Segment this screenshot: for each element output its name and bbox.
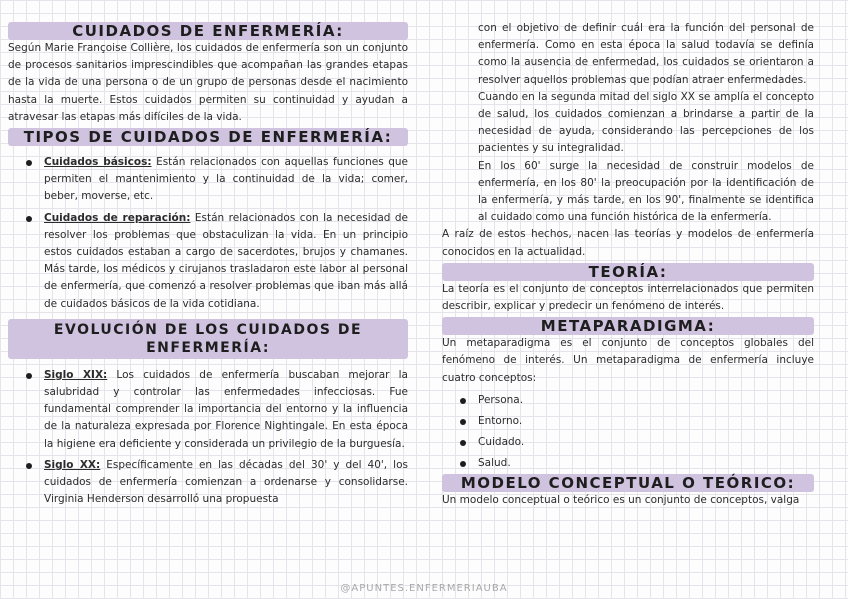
siglos-list — [8, 367, 408, 509]
list-item — [44, 367, 408, 453]
continuation-paragraph-1: con el objetivo de definir cuál era la función del personal de enfermería. Como en esta época la salud todavía se definía como la ausencia de enfermedad, los cuidados se orientaron a resolver aquellos problemas que podían atraer enfermedades. — [478, 22, 814, 86]
continuation-paragraph-2: Cuando en la segunda mitad del siglo XX se amplía el concepto de salud, los cuidados comienzan a brindarse a partir de la necesidad de ayuda, considerando las percepciones de los pacientes y su integralidad. — [478, 90, 814, 155]
term-label: Cuidados básicos: — [44, 156, 152, 169]
list-item: Cuidado. — [478, 432, 814, 453]
intro-paragraph: Según Marie Françoise Collière, los cuidados de enfermería son un conjunto de procesos sanitarios imprescindibles que acompañan las grandes etapas de la vida de una persona o de un grupo de personas desde el nacimiento hasta la muerte. Estos cuidados permiten su continuidad y ayudan a atravesar las etapas más difíciles de la vida. — [8, 42, 408, 123]
modelo-paragraph: Un modelo conceptual o teórico es un conjunto de conceptos, valga — [442, 493, 800, 506]
bullet-icon — [26, 463, 32, 469]
term-text: Están relacionados con la necesidad de resolver los problemas que obstaculizan la vida. En un principio estos cuidados estaban a cargo de sacerdotes, brujos y chamanes. Más tarde, los médicos y cirujanos trasladaron este labor al personal de enfermería, que comenzó a resolver problemas que iban más allá de cuidados básicos de la vida cotidiana. — [44, 211, 409, 310]
right-column — [442, 20, 814, 509]
bullet-icon — [26, 216, 32, 222]
bullet-icon — [460, 461, 466, 467]
bullet-icon — [460, 419, 466, 425]
term-text: Los cuidados de enfermería buscaban mejorar la salubridad y controlar las enfermedades infecciosas. Fue fundamental comprender la importancia del entorno y la influencia de la naturaleza expresada por Florence Nightingale. En esta época la higiene era deficiente y considerada un privilegio de la burguesía. — [44, 368, 408, 450]
bullet-icon — [460, 398, 466, 404]
list-item — [44, 210, 408, 313]
raiz-paragraph: A raíz de estos hechos, nacen las teorías y modelos de enfermería conocidos en la actualidad. — [442, 228, 814, 258]
bullet-icon — [460, 440, 466, 446]
heading-metaparadigma: METAPARADIGMA: — [442, 317, 814, 335]
term-text: Están relacionados con aquellas funciones que permiten el mantenimiento y la continuidad de la vida; comer, beber, moverse, etc. — [44, 156, 408, 203]
left-column — [8, 22, 408, 508]
list-item — [44, 154, 408, 206]
footer-handle: @APUNTES.ENFERMERIAUBA — [340, 583, 508, 594]
metaparadigma-paragraph: Un metaparadigma es el conjunto de conceptos globales del fenómeno de interés. Un metaparadigma de enfermería incluye cuatro conceptos: — [442, 337, 814, 384]
term-label: Cuidados de reparación: — [44, 211, 191, 224]
conceptos-list — [442, 390, 814, 474]
list-item — [44, 457, 408, 509]
heading-tipos: TIPOS DE CUIDADOS DE ENFERMERÍA: — [8, 128, 408, 146]
bullet-icon — [26, 160, 32, 166]
term-label: Siglo XIX: — [44, 368, 108, 381]
list-item: Salud. — [478, 453, 814, 474]
list-item: Entorno. — [478, 411, 814, 432]
tipos-list — [8, 154, 408, 313]
term-text: Específicamente en las décadas del 30' y del 40', los cuidados de enfermería comienzan a ordenarse y consolidarse. Virginia Henderson desarrolló una propuesta — [44, 458, 408, 506]
heading-teoria: TEORÍA: — [442, 263, 814, 281]
teoria-paragraph: La teoría es el conjunto de conceptos interrelacionados que permiten describir, explicar y predecir un fenómeno de interés. — [442, 282, 814, 313]
heading-cuidados: CUIDADOS DE ENFERMERÍA: — [8, 22, 408, 40]
continuation-paragraph-3: En los 60' surge la necesidad de construir modelos de enfermería, en los 80' la preocupación por la identificación de la enfermería, y más tarde, en los 90', finalmente se identifica al cuidado como una función histórica de la enfermería. — [478, 159, 814, 224]
term-label: Siglo XX: — [44, 458, 101, 471]
heading-modelo: MODELO CONCEPTUAL O TEÓRICO: — [442, 474, 814, 492]
heading-evolucion: EVOLUCIÓN DE LOS CUIDADOS DE ENFERMERÍA: — [8, 319, 408, 359]
list-item: Persona. — [478, 390, 814, 411]
bullet-icon — [26, 373, 32, 379]
